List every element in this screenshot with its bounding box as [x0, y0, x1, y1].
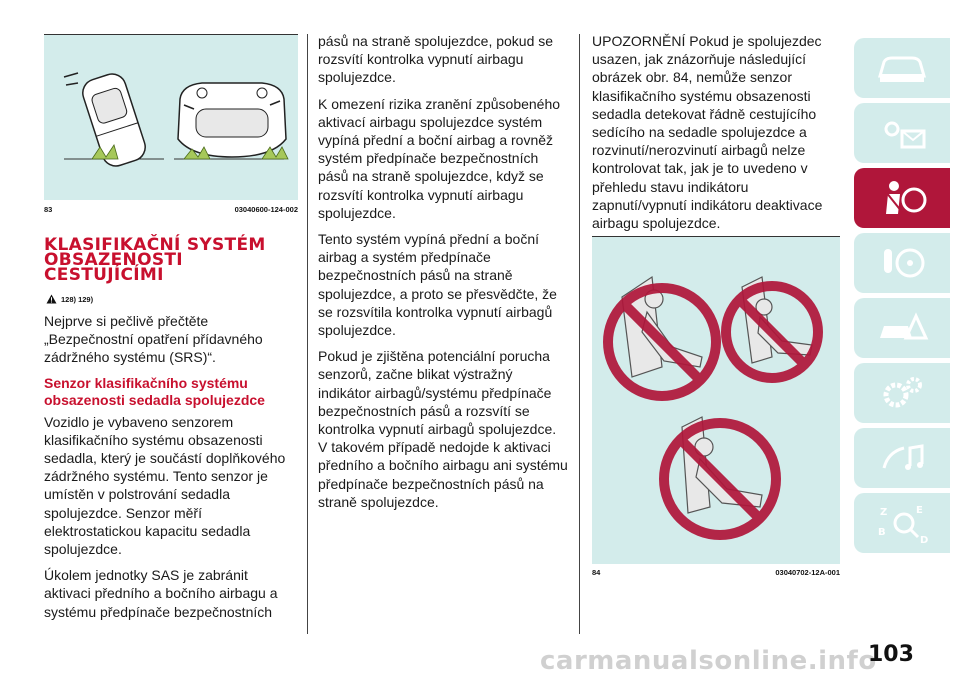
reference-numbers: 128) 129) — [61, 294, 94, 304]
alphabet-index-icon — [874, 501, 930, 545]
tab-safety[interactable] — [854, 168, 950, 228]
paragraph: Úkolem jednotky SAS je zabránit aktivaci předního a bočního airbagu a systému předpínače bezpečnostních — [44, 567, 278, 620]
svg-text:Z: Z — [880, 507, 888, 518]
page-number: 103 — [868, 642, 914, 667]
paragraph: pásů na straně spolujezdce, pokud se rozsvítí kontrolka vypnutí airbagu spolujezdce. — [318, 33, 554, 86]
airbag-seatbelt-icon — [874, 176, 930, 220]
tab-starting-driving[interactable] — [854, 233, 950, 293]
multimedia-icon — [874, 438, 930, 478]
figure-83-rollover-illustration — [44, 34, 298, 200]
paragraph: K omezení rizika zranění způsobeného aktivací airbagu spolujezdce systém vypíná přední a boční airbag a rovněž systém předpínače bezpečnostních pásů na straně spolujezdce, když se rozsvítí kontrolka vypnutí airbagu spolujezdce. — [318, 95, 561, 221]
section-title-line-3: CESTUJÍCÍMI — [44, 265, 164, 285]
paragraph: Vozidlo je vybaveno senzorem klasifikačního systému obsazenosti sedadla, který je součástí doplňkového zádržného systému. Tento senzor je umístěn v polstrování sedadla spolujezdce. Senzor měří elektrostatickou kapacitu sedadla spolujezdce. — [44, 413, 286, 558]
figure-84-caption — [592, 568, 840, 577]
paragraph: Pokud je zjištěna potenciální porucha senzorů, začne blikat výstražný indikátor airbagů/systému předpínače bezpečnostních pásů a rozsvítí se kontrolka vypnutí airbagů spolujezdce. V takovém případě nedojde k aktivaci předního a bočního airbagu ani systému předpínače bezpečnostních pásů na straně spolujezdce. — [318, 348, 568, 510]
column-3 — [592, 32, 840, 240]
warning-lights-icon — [874, 113, 930, 153]
key-steering-icon — [874, 243, 930, 283]
warning-triangle-icon — [46, 294, 57, 304]
svg-text:E: E — [916, 505, 923, 516]
svg-text:B: B — [878, 527, 886, 538]
column-divider — [579, 34, 580, 634]
svg-text:D: D — [920, 535, 929, 545]
tab-maintenance[interactable] — [854, 363, 950, 423]
figure-number: 84 — [592, 568, 601, 577]
figure-code: 03040702-12A-001 — [775, 568, 840, 577]
tab-warning-lights[interactable] — [854, 103, 950, 163]
warning-references — [46, 294, 93, 304]
column-divider — [307, 34, 308, 634]
section-title-line-2: OBSAZENOSTI — [44, 250, 183, 270]
column-2 — [318, 32, 568, 519]
tab-emergency[interactable] — [854, 298, 950, 358]
column-1 — [44, 312, 296, 629]
figure-83-caption — [44, 205, 298, 214]
subheading: Senzor klasifikačního systému obsazenosti sedadla spolujezdce — [44, 374, 265, 408]
section-title-line-1: KLASIFIKAČNÍ SYSTÉM — [44, 235, 266, 255]
watermark: carmanualsonline.info — [540, 646, 877, 676]
figure-number: 83 — [44, 205, 53, 214]
car-dashboard-icon — [874, 48, 930, 88]
figure-code: 03040600-124-002 — [234, 205, 298, 214]
gears-icon — [874, 373, 930, 413]
tab-multimedia[interactable] — [854, 428, 950, 488]
section-title — [44, 235, 296, 285]
paragraph: Tento systém vypíná přední a boční airbag a systém předpínače bezpečnostních pásů na straně spolujezdce, a proto se přesvědčte, že se rozsvítila kontrolka vypnutí airbagů spolujezdce. — [318, 231, 557, 339]
paragraph: Nejprve si pečlivě přečtěte „Bezpečnostní opatření přídavného zádržného systému (SRS)“. — [44, 313, 263, 366]
tab-dashboard[interactable] — [854, 38, 950, 98]
paragraph: UPOZORNĚNÍ Pokud je spolujezdec usazen, jak znázorňuje následující obrázek obr. 84, nemůže senzor klasifikačního systému obsazenosti sedadla detekovat řádně cestujícího sedícího na sedadle spolujezdce a rozvinutí/nerozvinutí airbagů nelze kontrolovat tak, jak je to uvedeno v přehledu stavu indikátoru zapnutí/vypnutí indikátoru deaktivace airbagu spolujezdce. — [592, 33, 823, 232]
chapter-tabs — [854, 38, 950, 558]
car-hazard-icon — [874, 308, 930, 348]
tab-index[interactable] — [854, 493, 950, 553]
figure-84-incorrect-seating-illustration — [592, 236, 840, 564]
